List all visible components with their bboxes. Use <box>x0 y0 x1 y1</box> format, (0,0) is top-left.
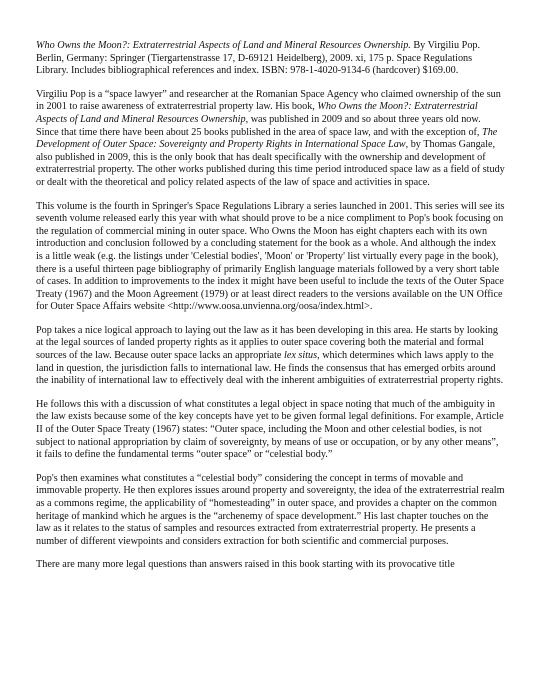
paragraph-1-text-a: Virgiliu Pop is a “space lawyer” and researcher at the Romanian Space Agency who claimed ownership of the sun in 2001 to raise awareness of extraterrestrial property law. His book, <box>36 88 501 113</box>
citation-details: By Virgiliu Pop. Berlin, Germany: Springer (Tiergartenstrasse 17, D-69121 Heidelberg), 2009. xi, 175 p. Space Regulations Library. Includes bibliographical references and index. ISBN: 978-1-4020-9134-6 (hardcover) $169.00. <box>36 40 481 77</box>
book-title: Who Owns the Moon?: Extraterrestrial Aspects of Land and Mineral Resources Ownership. <box>36 40 411 51</box>
paragraph-6: There are many more legal questions than answers raised in this book starting with its provocative title <box>36 559 455 571</box>
paragraph-3-text-a: Pop takes a nice logical approach to laying out the law as it has been developing in this area. He starts by looking at the legal sources of landed property rights as it applies to outer space covering both the material and formal sources of the law. Because outer space lacks an appropriate <box>36 324 498 362</box>
paragraph-1-book-title: Who Owns the Moon?: Extraterrestrial Aspects of Land and Mineral Resources Ownership <box>36 101 478 125</box>
paragraph-2: This volume is the fourth in Springer's Space Regulations Library a series launched in 2001. This series will see its seventh volume released early this year with what should prove to be a nice compliment to Pop's book focusing on the regulation of commercial mining in outer space. Who Owns the Moon has eight chapters each with its own introduction and conclusion followed by a concluding statement for the book as a whole. And although the index is a little weak (e.g. the listings under 'Celestial bodies', 'Moon' or 'Property' list virtually every page in the book), there is a useful thirteen page bibliography of primarily English language materials followed by a very short table of cases. In addition to improvements to the index it might have been useful to include the texts of the Outer Space Treaty (1967) and the Moon Agreement (1979) or at least direct readers to the versions available on the UN Office for Outer Space Affairs website <http://www.oosa.unvienna.org/oosa/index.html>. <box>36 200 505 313</box>
paragraph-1-text-c: , was published in 2009 and so about three years old now. Since that time there have been about 25 books published in the area of space law, and with the exception of, <box>36 113 483 138</box>
paragraph-4: He follows this with a discussion of what constitutes a legal object in space noting that much of the ambiguity in the law exists because some of the key concepts have yet to be given formal legal definitions. For example, Article II of the Outer Space Treaty (1967) states: “Outer space, including the Moon and other celestial bodies, is not subject to national appropriation by claim of sovereignty, by means of use or occupation, or by any other means”, it fails to define the fundamental terms “outer space” or “celestial body.” <box>36 398 504 461</box>
citation-paragraph <box>36 40 505 78</box>
paragraph-3-lex-situs: lex situs <box>283 350 318 362</box>
paragraph-3-text-c: , which determines which laws apply to the land in question, the jurisdiction falls to international law. He finds the consensus that has emerged orbits around the inability of international law to effectively deal with the inherent ambiguities of extraterrestrial property rights. <box>36 350 504 387</box>
paragraph-3 <box>36 325 505 388</box>
paragraph-1-other-book-title: The Development of Outer Space: Sovereignty and Property Rights in International Space Law <box>36 126 498 151</box>
paragraph-1 <box>36 89 505 190</box>
paragraph-5: Pop's then examines what constitutes a “celestial body” considering the concept in terms of movable and immovable property. He then explores issues around property and sovereignty, the idea of the extraterrestrial realm as a commons regime, the applicability of “homesteading” in outer space, and provides a chapter on the common heritage of mankind which he argues is the “archenemy of space development.” His last chapter touches on the law as it relates to the status of samples and resources extracted from extraterrestrial property. He presents a number of different viewpoints and considers extraction for both scientific and commercial purposes. <box>36 472 505 547</box>
paragraph-1-text-e: , by Thomas Gangale, also published in 2009, this is the only book that has dealt specifically with the ownership and development of extraterrestrial property. The other works published during this time period introduced space law as a field of study or dealt with the theoretical and policy related aspects of the law of space and activities in space. <box>36 139 505 188</box>
